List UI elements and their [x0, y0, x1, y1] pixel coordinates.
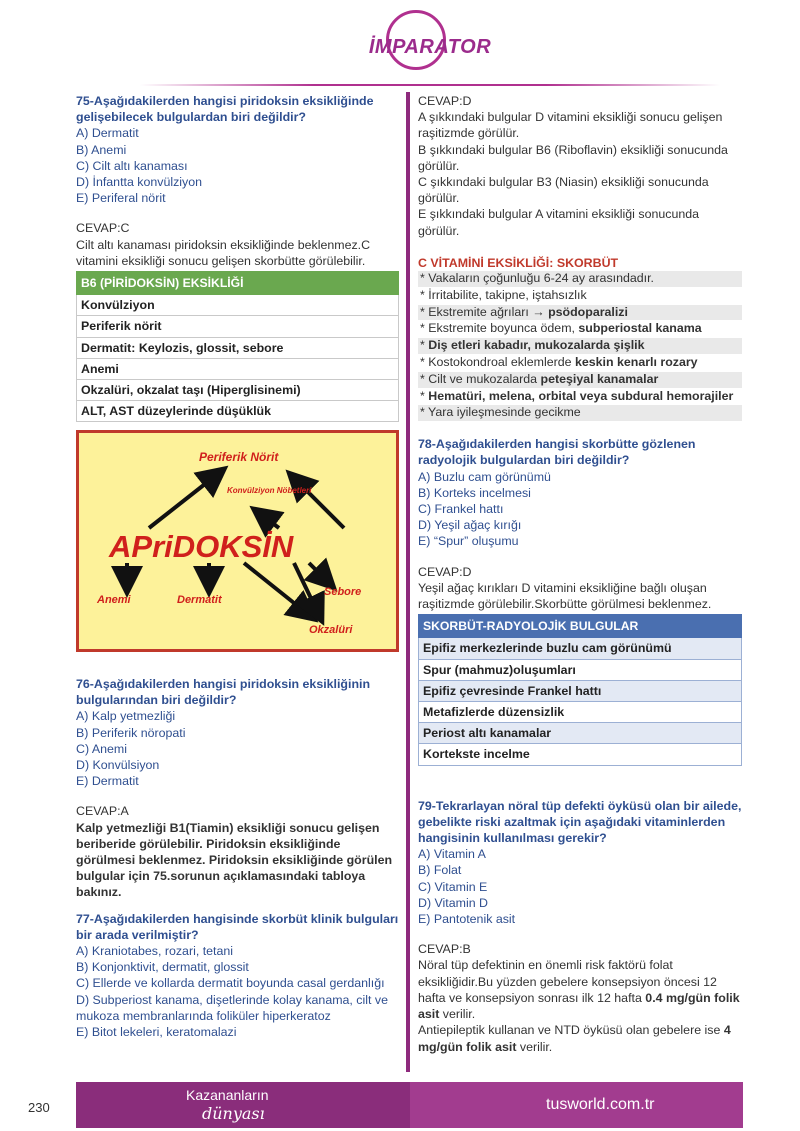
- scurvy-item: * Cilt ve mukozalarda peteşiyal kanamalar: [418, 372, 742, 388]
- b6-table-row: Anemi: [77, 358, 399, 379]
- scurvy-item: * Kostokondroal eklemlerde keskin kenarlı rozary: [420, 355, 698, 370]
- scurvy-title: C VİTAMİNİ EKSİKLİĞİ: SKORBÜT: [418, 255, 619, 270]
- b6-table-row: Dermatit: Keylozis, glossit, sebore: [77, 337, 399, 358]
- q76-option: A) Kalp yetmezliği: [76, 709, 176, 724]
- q77-explanation-line: C şıkkındaki bulgular B3 (Niasin) eksikliği sonucunda görülür.: [418, 175, 709, 206]
- q76-option: C) Anemi: [76, 741, 127, 756]
- q76-explanation: Kalp yetmezliği B1(Tiamin) eksikliği sonucu gelişen beriberide görülebilir. Piridoksin eksikliğinde görülmesi beklenmez. Piridoksin eksikliğinde görülen bulgular için 75.sorunun açıklamasındaki tabloya bakınız.: [76, 820, 393, 900]
- scurvy-list: [418, 271, 742, 421]
- scurvy-item: * Vakaların çoğunluğu 6-24 ay arasındadır.: [418, 271, 742, 287]
- scurvy-table-row: Kortekste incelme: [419, 744, 742, 765]
- q79-option: E) Pantotenik asit: [418, 912, 516, 927]
- q79-option: B) Folat: [418, 863, 462, 878]
- scurvy-table-header: SKORBÜT-RADYOLOJİK BULGULAR: [419, 615, 742, 638]
- q79-question: 79-Tekrarlayan nöral tüp defekti öyküsü olan bir ailede, gebelikte riski azaltmak için aşağıdaki vitaminlerden hangisinin kullanılması gerekir?: [418, 798, 742, 846]
- q79-answer: CEVAP:B: [418, 942, 471, 957]
- q79-explanation-1: Nöral tüp defektinin en önemli risk faktörü folat eksikliğidir.Bu yüzden gebelere konsepsiyon öncesi 12 hafta ve konsepsiyon sonrası ilk 12 hafta 0.4 mg/gün folik asit verilir.: [418, 958, 740, 1022]
- q78-option: D) Yeşil ağaç kırığı: [418, 518, 522, 533]
- q75-answer: CEVAP:C: [76, 221, 130, 236]
- q77-explanation-line: E şıkkındaki bulgular A vitamini eksikliği sonucunda görülür.: [418, 207, 700, 238]
- scurvy-table-row: Epifiz merkezlerinde buzlu cam görünümü: [419, 638, 742, 659]
- b6-table-row: Konvülziyon: [77, 295, 399, 316]
- q79-option: D) Vitamin D: [418, 895, 488, 910]
- q76-answer: CEVAP:A: [76, 804, 129, 819]
- scurvy-item: * Ekstremite ağrıları → psödoparalizi: [418, 305, 742, 321]
- q78-option: E) “Spur” oluşumu: [418, 534, 519, 549]
- b6-table: [76, 271, 399, 422]
- q75-option: A) Dermatit: [76, 126, 139, 141]
- label-konvulsiyon: Konvülziyon Nöbetleri: [227, 486, 312, 495]
- left-column-lower: [76, 676, 399, 1040]
- footer-tagline-1: Kazananların: [186, 1087, 269, 1103]
- label-dermatit: Dermatit: [177, 594, 222, 606]
- scurvy-radiology-table: [418, 614, 742, 765]
- q77-question: 77-Aşağıdakilerden hangisinde skorbüt klinik bulguları bir arada verilmiştir?: [76, 911, 399, 942]
- q76-option: D) Konvülsiyon: [76, 758, 160, 773]
- q75-options: [76, 125, 399, 206]
- q78-option: B) Korteks incelmesi: [418, 485, 531, 500]
- header-rule: [140, 84, 720, 86]
- q77-option: A) Kraniotabes, rozari, tetani: [76, 944, 234, 959]
- q75-option: B) Anemi: [76, 142, 127, 157]
- q75-option: D) İnfantta konvülziyon: [76, 175, 203, 190]
- diagram-svg: [79, 433, 396, 649]
- arrow-periferik: [149, 473, 219, 528]
- scurvy-item: * Ekstremite boyunca ödem, subperiostal kanama: [420, 321, 702, 336]
- q75-question: 75-Aşağıdakilerden hangisi piridoksin eksikliğinde gelişebilecek bulgulardan biri değildir?: [76, 94, 374, 125]
- scurvy-table-row: Metafizlerde düzensizlik: [419, 702, 742, 723]
- footer-left: [76, 1082, 410, 1128]
- footer-website-link[interactable]: tusworld.com.tr: [546, 1096, 655, 1113]
- label-anemi: Anemi: [97, 594, 131, 606]
- q77-explanation-line: B şıkkındaki bulgular B6 (Riboflavin) eksikliği sonucunda görülür.: [418, 142, 728, 173]
- scurvy-table-row: Epifiz çevresinde Frankel hattı: [419, 680, 742, 701]
- q78-explanation: Yeşil ağaç kırıkları D vitamini eksikliğine bağlı oluşan raşitizmde görülebilir.Skorbütte görülmesi beklenmez.: [418, 580, 712, 612]
- scurvy-item: * Hematüri, melena, orbital veya subdural hemorajiler: [420, 388, 734, 403]
- apridoksin-diagram: [76, 430, 399, 652]
- column-divider: [406, 92, 410, 1072]
- q76-option: E) Dermatit: [76, 774, 139, 789]
- q79-option: A) Vitamin A: [418, 847, 486, 862]
- q78-answer: CEVAP:D: [418, 564, 472, 579]
- label-sebore: Sebore: [324, 586, 362, 598]
- scurvy-item: * Diş etleri kabadır, mukozalarda şişlik: [418, 338, 742, 354]
- q78-option: C) Frankel hattı: [418, 502, 504, 517]
- q75-option: E) Periferal nörit: [76, 191, 166, 206]
- q75-option: C) Cilt altı kanaması: [76, 158, 188, 173]
- right-column: [418, 93, 742, 1055]
- b6-table-row: ALT, AST düzeylerinde düşüklük: [77, 401, 399, 422]
- q79-explanation-2: Antiepileptik kullanan ve NTD öyküsü olan gebelere ise 4 mg/gün folik asit verilir.: [418, 1023, 731, 1054]
- q77-option: B) Konjonktivit, dermatit, glossit: [76, 960, 249, 975]
- label-periferik: Periferik Nörit: [199, 450, 279, 464]
- scurvy-item: * İrritabilite, takipne, iştahsızlık: [420, 287, 587, 302]
- q78-question: 78-Aşağıdakilerden hangisi skorbütte gözlenen radyolojik bulgulardan biri değildir?: [418, 437, 696, 468]
- q75-explanation: Cilt altı kanaması piridoksin eksikliğinde beklenmez.C vitamini eksikliği sonucu gelişen skorbütte görülebilir.: [76, 237, 371, 268]
- q77-answer: CEVAP:D: [418, 94, 472, 108]
- q77-explanation-line: A şıkkındaki bulgular D vitamini eksikliği sonucu gelişen raşitizmde görülür.: [418, 110, 723, 141]
- scurvy-table-row: Periost altı kanamalar: [419, 723, 742, 744]
- b6-table-header: B6 (PİRİDOKSİN) EKSİKLİĞİ: [77, 272, 399, 295]
- b6-table-row: Okzalüri, okzalat taşı (Hiperglisinemi): [77, 380, 399, 401]
- q76-option: B) Periferik nöropati: [76, 725, 186, 740]
- footer-bar: [76, 1082, 743, 1128]
- label-okzaluri: Okzalüri: [309, 624, 353, 636]
- q79-option: C) Vitamin E: [418, 879, 488, 894]
- b6-table-row: Periferik nörit: [77, 316, 399, 337]
- brand-logo: [365, 8, 495, 80]
- q76-question: 76-Aşağıdakilerden hangisi piridoksin eksikliğinin bulgularından biri değildir?: [76, 677, 371, 708]
- arrow-konvulsiyon: [259, 513, 279, 528]
- scurvy-table-row: Spur (mahmuz)oluşumları: [419, 659, 742, 680]
- logo-text: İMPARATOR: [368, 36, 492, 58]
- arrow-sebore: [309, 563, 329, 583]
- footer-tagline-2: dünyası: [202, 1104, 265, 1123]
- scurvy-item: * Yara iyileşmesinde gecikme: [418, 405, 742, 421]
- q77-option: D) Subperiost kanama, dişetlerinde kolay kanama, cilt ve mukoza membranlarında foliküler hiperkeratoz: [76, 992, 388, 1023]
- q77-option: E) Bitot lekeleri, keratomalazi: [76, 1025, 237, 1040]
- q78-option: A) Buzlu cam görünümü: [418, 469, 551, 484]
- diagram-center: APriDOKSİN: [109, 529, 294, 564]
- page-number: 230: [28, 1100, 50, 1115]
- left-column: [76, 93, 399, 422]
- q77-option: C) Ellerde ve kollarda dermatit boyunda casal gerdanlığı: [76, 976, 385, 991]
